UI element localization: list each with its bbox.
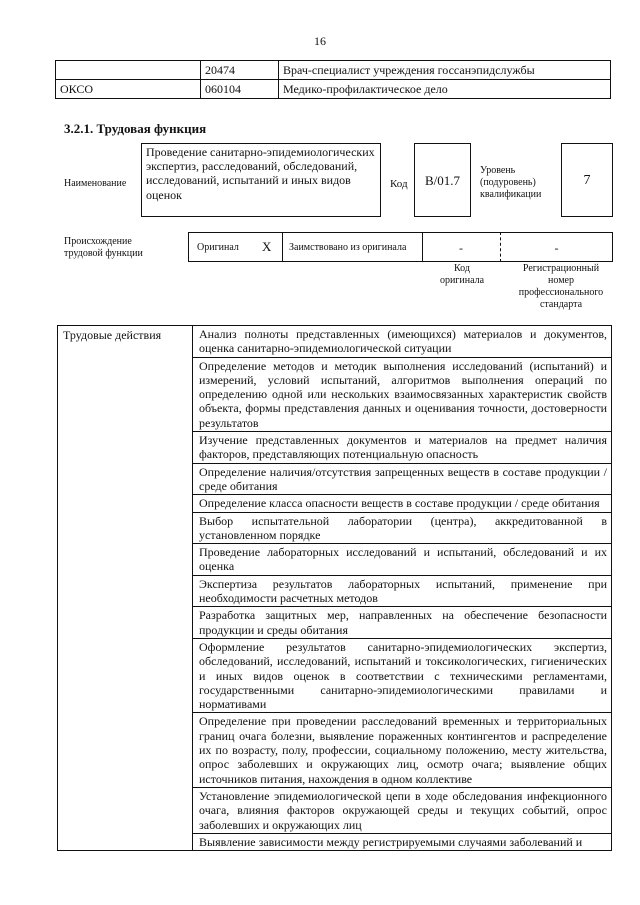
function-name-value: Проведение санитарно-эпидемиологических экспертиз, расследований, обследований, исследований, испытаний и иных видов оценок: [141, 143, 381, 217]
list-item: Определение наличия/отсутствия запрещенных веществ в составе продукции / среде обитания: [193, 464, 611, 496]
original-code-value: -: [459, 241, 463, 255]
list-item: Определение при проведении расследований временных и территориальных границ очага болезни, выявление пораженных контингентов и распределение их по возрасту, полу, профессии, социальному положению, месту жительства, опрос заболевших и окружающих лиц, осмотр очага; выявление общих источников питания, нахождения в одном коллективе: [193, 713, 611, 787]
list-item: Выявление зависимости между регистрируемыми случаями заболеваний и: [199, 834, 583, 849]
list-item: Установление эпидемиологической цепи в ходе обследования инфекционного очага, влияния факторов окружающей среды и текущих событий, опрос заболевших и окружающих лиц: [193, 788, 611, 834]
list-item: Анализ полноты представленных (имеющихся) материалов и документов, оценка санитарно-эпидемиологической ситуации: [193, 326, 611, 358]
list-item: Определение класса опасности веществ в составе продукции / среде обитания: [193, 495, 611, 512]
name-label: Наименование: [64, 178, 127, 189]
list-item: Оформление результатов санитарно-эпидемиологических экспертиз, обследований, исследований, испытаний и токсикологических, гигиенических и иных видов оценок в соответствии с техническими регламентами, государственными санитарно-эпидемиологическими правилами и нормативами: [193, 639, 611, 713]
labor-actions-table: [57, 325, 612, 851]
list-item: Изучение представленных документов и материалов на предмет наличия факторов, представляющих потенциальную опасность: [193, 432, 611, 464]
function-code-value: В/01.7: [414, 143, 471, 217]
classifier-code: 20474: [201, 61, 279, 80]
classifier-name: Медико-профилактическое дело: [279, 80, 611, 99]
origin-label: Происхождение трудовой функции: [64, 236, 143, 259]
classifier-label: ОКСО: [56, 80, 201, 99]
original-label: Оригинал: [197, 242, 239, 253]
classifier-name: Врач-специалист учреждения госсанэпидслужбы: [279, 61, 611, 80]
table-row: [56, 61, 611, 80]
list-item: Определение методов и методик выполнения исследований (испытаний) и измерений, условий испытаний, алгоритмов выполнения операций по определению одной или нескольких взаимосвязанных характеристик свойств объекта, формы представления данных и оценивания точности, достоверности результатов: [193, 358, 611, 432]
classifier-label: [56, 61, 201, 80]
code-label: Код: [390, 178, 408, 190]
qualification-level-value: 7: [561, 143, 613, 217]
list-item: Разработка защитных мер, направленных на обеспечение безопасности продукции и среды обитания: [193, 607, 611, 639]
registration-caption: Регистрационный номер профессионального стандарта: [518, 263, 604, 310]
code-caption: Код оригинала: [439, 263, 485, 286]
section-title: 3.2.1. Трудовая функция: [64, 121, 207, 136]
level-label: Уровень (подуровень) квалификации: [480, 165, 542, 200]
labor-actions-list: [193, 326, 612, 851]
classifier-code: 060104: [201, 80, 279, 99]
classification-table: [55, 60, 611, 99]
page-number: 16: [314, 34, 326, 48]
list-item: Выбор испытательной лаборатории (центра), аккредитованной в установленном порядке: [193, 513, 611, 545]
original-mark: Х: [262, 239, 272, 254]
origin-box: [188, 232, 613, 262]
divider: [282, 232, 283, 262]
labor-actions-label: Трудовые действия: [58, 326, 193, 851]
table-row: [56, 80, 611, 99]
list-item: Проведение лабораторных исследований и испытаний, обследований и их оценка: [193, 544, 611, 576]
borrowed-label: Заимствовано из оригинала: [289, 242, 407, 253]
registration-number-value: -: [554, 241, 559, 255]
table-row: [58, 326, 612, 851]
list-item: Экспертиза результатов лабораторных испытаний, применение при необходимости расчетных методов: [193, 576, 611, 608]
